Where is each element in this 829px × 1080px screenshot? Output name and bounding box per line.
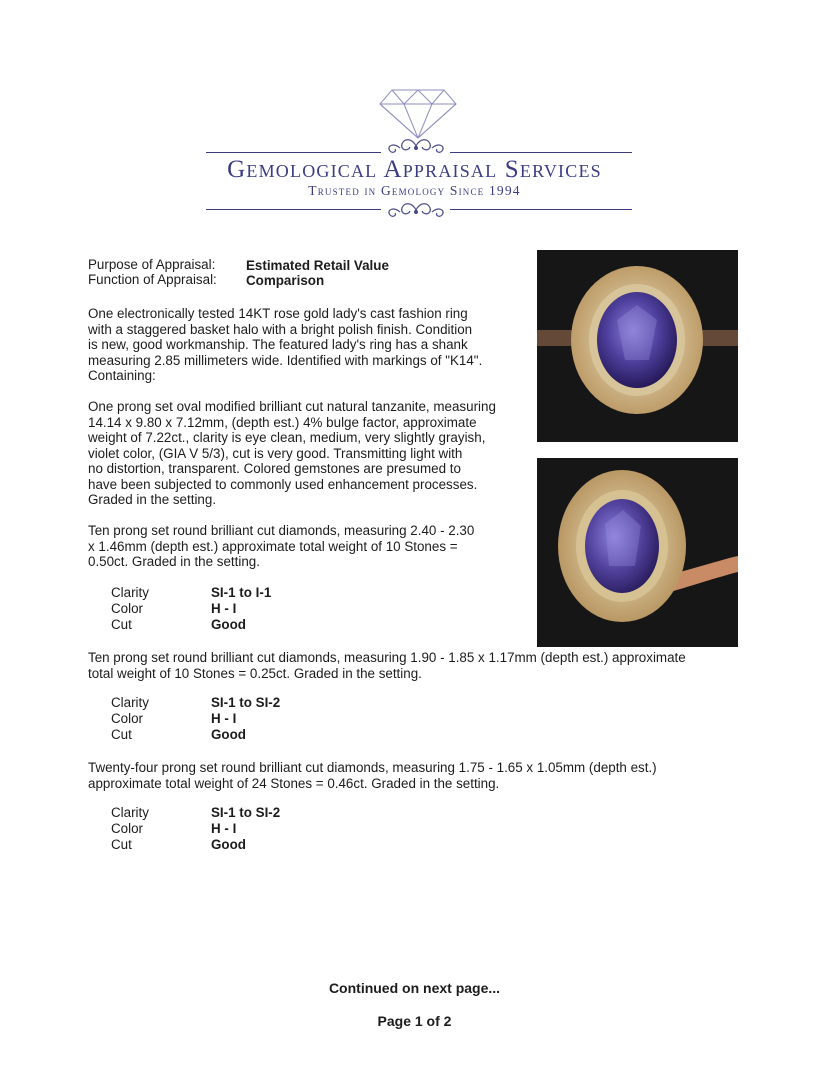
purpose-label: Purpose of Appraisal: [88, 257, 216, 272]
company-name: Gemological Appraisal Services [227, 156, 602, 183]
diamond-icon [378, 88, 458, 140]
grade-label: Cut [111, 617, 132, 632]
ring-photo-angle [537, 458, 738, 647]
grade-value: H - I [211, 821, 237, 836]
scroll-ornament-icon [380, 200, 452, 220]
center-stone-description: One prong set oval modified brilliant cut natural tanzanite, measuring 14.14 x 9.80 x 7.12mm, (depth est.) 4% bulge factor, approximate weight of 7.22ct., clarity is eye clean, medium, very slightly grayish, violet color, (GIA V 5/3), cut is very good. Transmitting light with no distortion, transparent. Colored gemstones are presumed to have been subjected to commonly used enhancement processes. Graded in the setting. [88, 399, 496, 507]
grade-value: H - I [211, 711, 237, 726]
ring-angle-image [537, 458, 738, 647]
scroll-ornament-icon [380, 136, 452, 156]
ring-description: One electronically tested 14KT rose gold lady's cast fashion ring with a staggered basket halo with a bright polish finish. Condition is new, good workmanship. The featured lady's ring has a shank measuring 2.85 millimeters wide. Identified with markings of "K14". Containing: [88, 306, 483, 383]
grade-value: Good [211, 837, 246, 852]
diamond-group-3-description: Twenty-four prong set round brilliant cut diamonds, measuring 1.75 - 1.65 x 1.05mm (depth est.) approximate total weight of 24 Stones = 0.46ct. Graded in the setting. [88, 760, 657, 791]
grade-label: Clarity [111, 805, 149, 820]
grade-label: Color [111, 711, 143, 726]
grade-label: Clarity [111, 695, 149, 710]
grade-label: Cut [111, 837, 132, 852]
ring-front-image [537, 250, 738, 442]
grade-label: Cut [111, 727, 132, 742]
grade-label: Color [111, 821, 143, 836]
grade-value: SI-1 to SI-2 [211, 805, 281, 820]
ring-photo-front [537, 250, 738, 442]
page-number: Page 1 of 2 [377, 1013, 452, 1029]
diamond-group-1-description: Ten prong set round brilliant cut diamonds, measuring 2.40 - 2.30 x 1.46mm (depth est.) approximate total weight of 10 Stones = 0.50ct. Graded in the setting. [88, 523, 475, 569]
grade-value: Good [211, 727, 246, 742]
grade-value: Good [211, 617, 246, 632]
company-tagline: Trusted in Gemology Since 1994 [308, 183, 521, 198]
grade-label: Clarity [111, 585, 149, 600]
diamond-group-2-description: Ten prong set round brilliant cut diamonds, measuring 1.90 - 1.85 x 1.17mm (depth est.) approximate total weight of 10 Stones = 0.25ct. Graded in the setting. [88, 650, 686, 681]
continued-notice: Continued on next page... [328, 980, 501, 996]
function-value: Comparison [246, 273, 325, 288]
grade-value: SI-1 to I-1 [211, 585, 272, 600]
function-label: Function of Appraisal: [88, 272, 217, 287]
grade-value: SI-1 to SI-2 [211, 695, 281, 710]
grade-value: H - I [211, 601, 237, 616]
grade-label: Color [111, 601, 143, 616]
purpose-value: Estimated Retail Value [246, 258, 389, 273]
